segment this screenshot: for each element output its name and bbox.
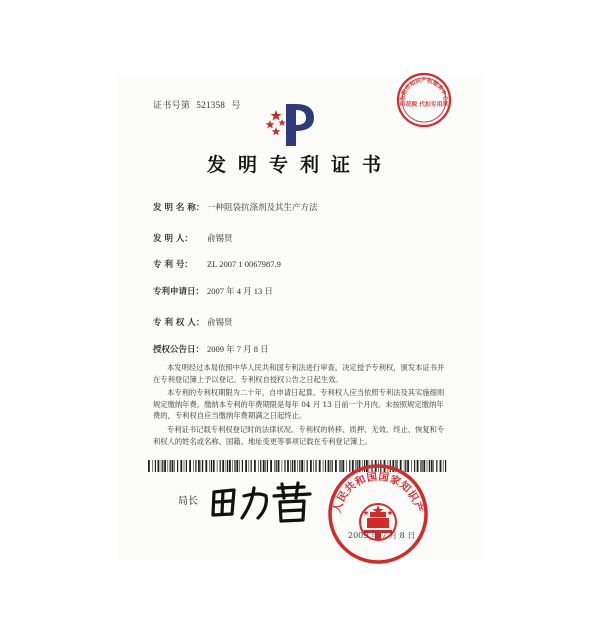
field-label: 专 利 号： bbox=[153, 260, 193, 270]
director-signature bbox=[208, 478, 318, 524]
signature-text: 田力普 bbox=[208, 522, 211, 523]
field-announcement-date bbox=[153, 343, 269, 355]
certificate-number bbox=[153, 98, 241, 111]
certificate-number-value: 521358 bbox=[196, 100, 226, 110]
field-patentee bbox=[153, 316, 233, 328]
field-value: 一种阻袋抗涤剂及其生产方法 bbox=[207, 202, 318, 212]
field-value: 俞锡贤 bbox=[207, 233, 233, 243]
certificate-body bbox=[153, 362, 449, 449]
body-paragraph: 本发明经过本局依照中华人民共和国专利法进行审查，决定授予专利权，颁发本证书并在专利登记簿上予以登记。专利权自授权公告之日起生效。 bbox=[153, 363, 445, 384]
certificate-number-prefix: 证书号第 bbox=[153, 101, 191, 111]
certificate-number-suffix: 号 bbox=[231, 101, 241, 111]
field-patent-number bbox=[153, 258, 281, 270]
field-label: 专利申请日： bbox=[153, 287, 205, 297]
field-invention-name bbox=[153, 201, 318, 213]
field-value: 俞锡贤 bbox=[207, 317, 233, 327]
director-label: 局长 bbox=[178, 496, 198, 507]
tax-stamp-icon bbox=[396, 72, 452, 128]
svg-text:东阳市知识产权服务中心: 东阳市知识产权服务中心 bbox=[399, 78, 449, 102]
field-inventor bbox=[153, 232, 233, 244]
patent-office-emblem-icon bbox=[262, 100, 326, 150]
svg-text:印花税 代扣专用章: 印花税 代扣专用章 bbox=[399, 102, 449, 108]
field-label: 发 明 人： bbox=[153, 234, 193, 244]
field-application-date bbox=[153, 285, 273, 297]
issue-date-partial: 2009 年 7 月 8 日 bbox=[348, 531, 416, 540]
field-label: 授权公告日： bbox=[153, 345, 205, 355]
official-red-seal-icon bbox=[326, 462, 430, 566]
body-paragraph: 专利证书记载专利权登记时的法律状况。专利权的转移、质押、无效、终止、恢复和专利权人的姓名或名称、国籍、地址变更等事项记载在专利登记簿上。 bbox=[153, 424, 445, 446]
certificate-title: 发明专利证书 bbox=[206, 154, 393, 176]
field-label: 专 利 权 人： bbox=[153, 318, 205, 328]
body-paragraph: 本专利的专利权期限为二十年，自申请日起算。专利权人应当依照专利法及其实施细则规定缴纳年费。缴纳本专利的年费期限是每年 04 月 13 日前一个月内。未按照规定缴纳年费的，专利权自应当缴纳年费期满之日起终止。 bbox=[153, 388, 445, 421]
field-label: 发 明 名 称： bbox=[153, 203, 205, 213]
field-value: ZL 2007 1 0067987.9 bbox=[207, 259, 281, 269]
svg-text:中华人民共和国国家知识产权局: 人民共和国国家知识产 bbox=[331, 470, 425, 515]
field-value: 2007 年 4 月 13 日 bbox=[207, 286, 273, 296]
field-value: 2009 年 7 月 8 日 bbox=[207, 344, 269, 354]
